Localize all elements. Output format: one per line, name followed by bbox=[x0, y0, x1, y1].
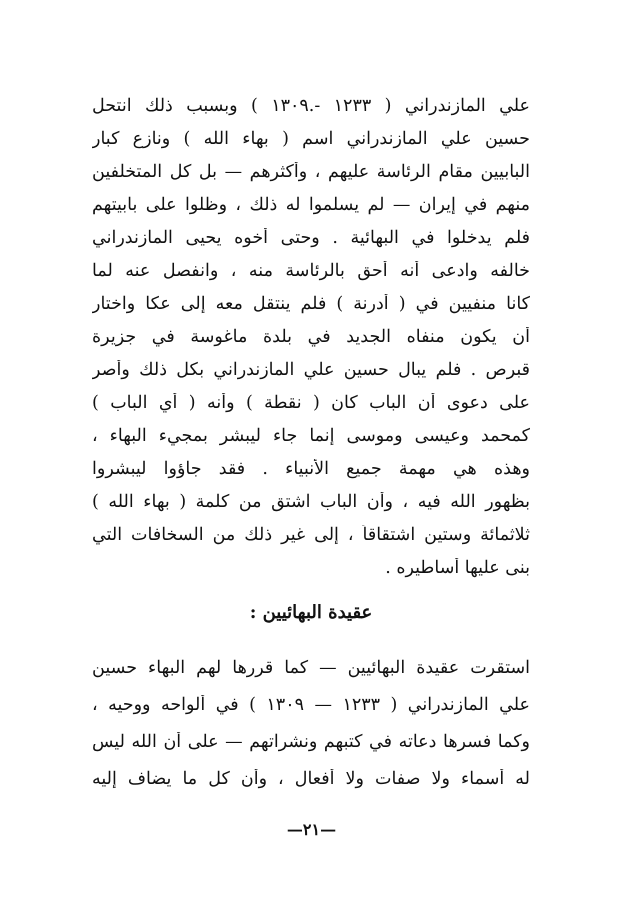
page-number: —٢١— bbox=[286, 820, 337, 839]
text-line: له أسماء ولا صفات ولا أفعال ، وأن كل ما يضاف إليه bbox=[92, 769, 530, 789]
text-line: البابيين مقام الرئاسة عليهم ، وأكثرهم — بل كل المتخلفين bbox=[92, 162, 530, 182]
text-line: منهم في إيران — لم يسلموا له ذلك ، وظلوا على بابيتهم bbox=[92, 195, 530, 215]
text-line: حسين علي المازندراني اسم ( بهاء الله ) ونازع كبار bbox=[92, 129, 530, 149]
text-line: بنى عليها أساطيره . bbox=[385, 558, 530, 578]
text-line: بظهور الله فيه ، وأن الباب اشتق من كلمة ( بهاء الله ) bbox=[92, 492, 530, 512]
text-line: أن يكون منفاه الجديد في بلدة ماغوسة في جزيرة bbox=[92, 327, 530, 347]
text-line: على دعوى أن الباب كان ( نقطة ) وأنه ( أي الباب ) bbox=[92, 393, 530, 413]
text-line: خالفه وادعى أنه أحق بالرئاسة منه ، وانفصل عنه لما bbox=[92, 261, 530, 281]
text-line: ثلاثمائة وستين اشتقاقاً ، إلى غير ذلك من السخافات التي bbox=[92, 525, 530, 545]
text-line: كمحمد وعيسى وموسى إنما جاء ليبشر بمجيء البهاء ، bbox=[92, 426, 530, 446]
paragraph-2 bbox=[92, 658, 530, 806]
text-line: استقرت عقيدة البهائيين — كما قررها لهم البهاء حسين bbox=[92, 658, 530, 678]
text-line: وهذه هي مهمة جميع الأنبياء . فقد جاؤوا ليبشروا bbox=[92, 459, 530, 479]
text-line: علي المازندراني ( ١٢٣٣ — ١٣٠٩ ) في ألواحه ووحيه ، bbox=[92, 695, 530, 715]
text-line: كانا منفيين في ( أدرنة ) فلم ينتقل معه إلى عكا واختار bbox=[92, 294, 530, 314]
text-line: علي المازندراني ( ١٢٣٣ -.١٣٠٩ ) وبسبب ذلك انتحل bbox=[92, 96, 530, 116]
text-line: وكما فسرها دعاته في كتبهم ونشراتهم — على أن الله ليس bbox=[92, 732, 530, 752]
text-line: قبرص . فلم يبال حسين علي المازندراني بكل ذلك وأصر bbox=[92, 360, 530, 380]
text-line: فلم يدخلوا في البهائية . وحتى أخوه يحيى المازندراني bbox=[92, 228, 530, 248]
paragraph-1 bbox=[92, 96, 530, 591]
section-heading: عقيدة البهائيين : bbox=[249, 602, 373, 623]
